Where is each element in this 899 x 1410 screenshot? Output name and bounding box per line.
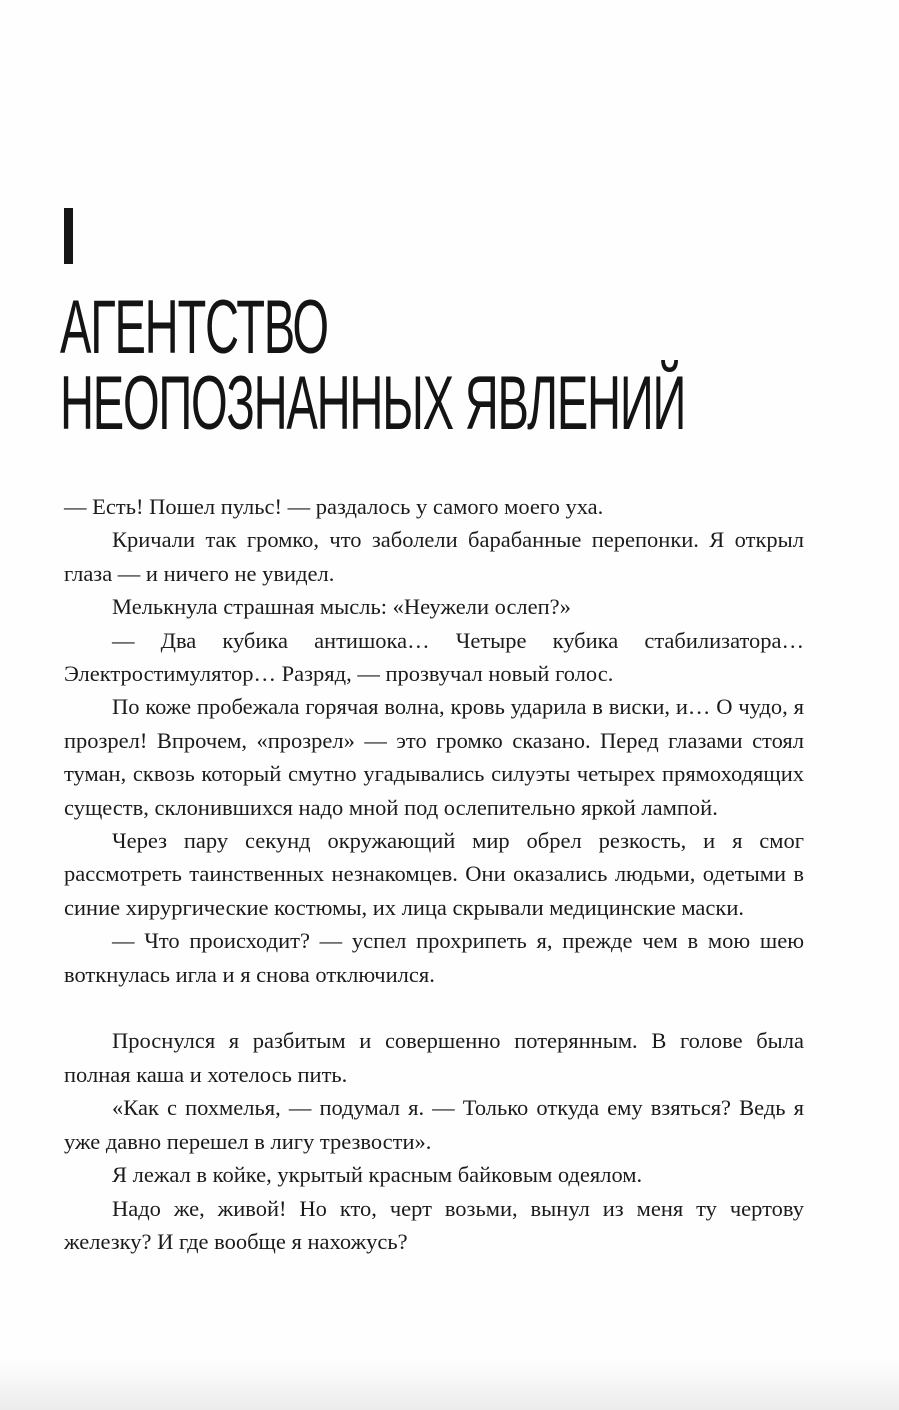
paragraph: Я лежал в койке, укрытый красным байковым одеялом. bbox=[112, 1162, 643, 1188]
paragraph: Мелькнула страшная мысль: «Неужели ослеп?» bbox=[112, 594, 571, 620]
paragraph: Через пару секунд окружающий мир обрел резкость, и я смог рассмотреть таинственных незнакомцев. Они оказались людьми, одетыми в синие хирургические костюмы, их лица скрывали медицинские маски. bbox=[64, 828, 804, 920]
paragraph: Надо же, живой! Но кто, черт возьми, вынул из меня ту чертову железку? И где вообще я нахожусь? bbox=[64, 1195, 804, 1254]
chapter-title-line-2: НЕОПОЗНАННЫХ ЯВЛЕНИЙ bbox=[60, 361, 686, 446]
paragraph: — Два кубика антишока… Четыре кубика стабилизатора… Электростимулятор… Разряд, — прозвучал новый голос. bbox=[64, 627, 804, 687]
chapter-title-line-1: АГЕНТСТВО bbox=[60, 285, 328, 370]
chapter-title bbox=[60, 285, 686, 446]
chapter-body bbox=[64, 490, 804, 1258]
paragraph: Проснулся я разбитым и совершенно потерянным. В голове была полная каша и хотелось пить. bbox=[64, 1028, 804, 1087]
paragraph: По коже пробежала горячая волна, кровь ударила в виски, и… О чудо, я прозрел! Впрочем, «прозрел» — это громко сказано. Перед глазами стоял туман, сквозь который смутно угадывались силуэты четырех прямоходящих существ, склонившихся надо мной под ослепительно яркой лампой. bbox=[64, 694, 804, 820]
paragraph: Кричали так громко, что заболели барабанные перепонки. Я открыл глаза — и ничего не увидел. bbox=[64, 527, 804, 586]
paragraph: — Что происходит? — успел прохрипеть я, прежде чем в мою шею воткнулась игла и я снова отключился. bbox=[64, 928, 804, 987]
paragraph: «Как с похмелья, — подумал я. — Только откуда ему взяться? Ведь я уже давно перешел в лигу трезвости». bbox=[64, 1095, 804, 1154]
paragraph: — Есть! Пошел пульс! — раздалось у самого моего уха. bbox=[64, 494, 604, 519]
page-edge-shadow bbox=[0, 1360, 899, 1410]
section-break bbox=[64, 991, 804, 1024]
chapter-number bbox=[64, 208, 73, 264]
